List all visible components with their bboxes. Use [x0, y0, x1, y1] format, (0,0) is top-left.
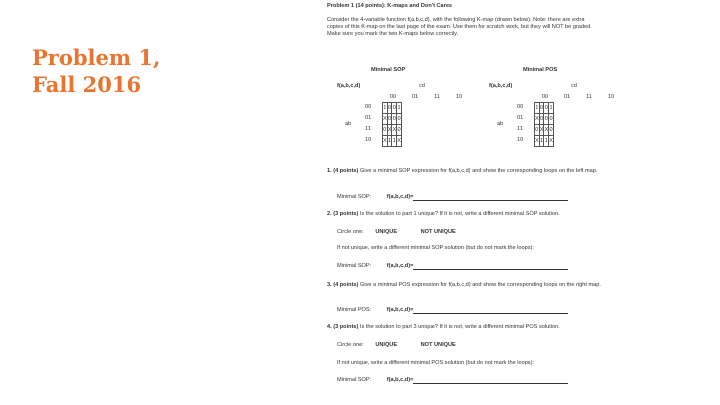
q1-number: 1. — [327, 168, 332, 174]
kmap-cell[interactable]: 0 — [544, 103, 549, 114]
q1-expr: f(a,b,c,d)= — [386, 194, 414, 200]
q2-circle-label: Circle one: — [337, 229, 364, 235]
kmap-grid — [382, 102, 402, 147]
kmap-cell[interactable]: 0 — [392, 103, 397, 114]
kmap-grid-row — [535, 136, 554, 147]
kmap-cell[interactable]: X — [387, 125, 392, 136]
problem-heading: Problem 1 (14 points): K-maps and Don't Cares — [327, 3, 453, 9]
kmap-row-header: 01 — [365, 115, 372, 121]
q4-choice-row — [337, 342, 466, 349]
problem-intro: Consider the 4-variable function f(a,b,c,d), with the following K-map (drawn below). Note: there are extra copies of this K-map on the last page of the exam. Use them for scratch work, but they will NOT be graded. Make sure you mark the two K-maps below correctly. — [327, 17, 592, 37]
kmap-cell[interactable]: X — [392, 125, 397, 136]
q3-expr: f(a,b,c,d)= — [386, 307, 414, 313]
kmap-cell[interactable]: 0 — [397, 114, 402, 125]
kmap-ab-label: ab — [345, 121, 352, 127]
kmap-cell[interactable]: 1 — [397, 103, 402, 114]
kmap-cell[interactable]: 0 — [535, 125, 540, 136]
kmap-cell[interactable]: X — [383, 136, 388, 147]
q2-not-unique-option[interactable]: NOT UNIQUE — [420, 229, 456, 235]
kmap-label-pos: Minimal POS — [523, 67, 558, 73]
kmap-cell[interactable]: 0 — [392, 114, 397, 125]
q3-points: (4 points) — [333, 282, 359, 288]
kmap-row-header: 10 — [517, 137, 524, 143]
kmap-row-header: 11 — [517, 126, 523, 132]
q4-not-unique-option[interactable]: NOT UNIQUE — [420, 342, 456, 348]
kmap-function-label: f(a,b,c,d) — [489, 83, 513, 89]
question-1 — [327, 168, 617, 175]
q3-line-label: Minimal POS: — [337, 307, 372, 313]
kmap-cell[interactable]: X — [535, 114, 540, 125]
kmap-cell[interactable]: X — [544, 125, 549, 136]
kmap-cell[interactable]: 1 — [544, 136, 549, 147]
kmap-col-header: 10 — [607, 94, 615, 100]
q4-text: Is the solution to part 3 unique? If it is not, write a different minimal POS solution. — [359, 324, 560, 330]
slide-title — [32, 44, 232, 98]
kmap-row-header: 11 — [365, 126, 371, 132]
kmap-grid-row — [535, 125, 554, 136]
kmap-grid-row — [535, 114, 554, 125]
kmap-cell[interactable]: X — [535, 136, 540, 147]
kmap-col-header: 01 — [411, 94, 419, 100]
question-4 — [327, 324, 617, 331]
q2-note: If not unique, write a different minimal SOP solution (but do not mark the loops): — [337, 245, 534, 251]
kmap-col-header: 11 — [434, 94, 440, 100]
q2-choice-row — [337, 229, 466, 236]
kmap-row-header: 01 — [517, 115, 524, 121]
kmap-grid — [534, 102, 554, 147]
kmap-cell[interactable]: 1 — [549, 103, 554, 114]
q3-text: Give a minimal POS expression for f(a,b,c,d) and show the corresponding loops on the right map. — [359, 282, 601, 288]
kmap-col-header: 01 — [563, 94, 571, 100]
kmap-col-header: 10 — [455, 94, 463, 100]
kmap-grid-row — [383, 103, 402, 114]
question-2 — [327, 211, 617, 218]
kmap-cell[interactable]: 0 — [549, 125, 554, 136]
kmap-grid-row — [383, 125, 402, 136]
kmap-cell[interactable]: 0 — [383, 125, 388, 136]
kmap-cell[interactable]: X — [397, 136, 402, 147]
kmap-cell[interactable]: 0 — [539, 103, 544, 114]
q4-expr: f(a,b,c,d)= — [386, 377, 414, 383]
question-3 — [327, 282, 617, 289]
kmap-row-header: 00 — [365, 104, 372, 110]
kmap-cell[interactable]: 1 — [392, 136, 397, 147]
q4-note: If not unique, write a different minimal POS solution (but do not mark the loops): — [337, 360, 535, 366]
q2-answer-line[interactable] — [413, 263, 568, 270]
kmap-cell[interactable]: 0 — [387, 103, 392, 114]
kmap-cell[interactable]: X — [549, 136, 554, 147]
q4-points: (3 points) — [333, 324, 359, 330]
kmap-cell[interactable]: 1 — [535, 103, 540, 114]
q4-number: 4. — [327, 324, 332, 330]
kmap-cell[interactable]: X — [539, 125, 544, 136]
q2-points: (3 points) — [333, 211, 359, 217]
kmap-row-header: 00 — [517, 104, 524, 110]
q4-line-label: Minimal SOP: — [337, 377, 372, 383]
kmap-cd-label: cd — [571, 83, 577, 89]
kmap-row-header: 10 — [365, 137, 372, 143]
kmap-function-label: f(a,b,c,d) — [337, 83, 361, 89]
kmap-cd-label: cd — [419, 83, 425, 89]
q4-answer-line[interactable] — [413, 377, 568, 384]
kmap-col-header: 00 — [541, 94, 549, 100]
kmap-col-header: 11 — [586, 94, 592, 100]
kmap-cell[interactable]: 1 — [383, 103, 388, 114]
kmap-cell[interactable]: X — [383, 114, 388, 125]
q2-answer-row — [337, 263, 568, 270]
slide-title-line2: Fall 2016 — [32, 72, 142, 97]
q3-number: 3. — [327, 282, 332, 288]
kmap-cell[interactable]: 0 — [539, 114, 544, 125]
kmap-cell[interactable]: 0 — [544, 114, 549, 125]
kmap-grid-row — [535, 103, 554, 114]
q2-text: Is the solution to part 1 unique? If it is not, write a different minimal SOP solution. — [359, 211, 560, 217]
q2-number: 2. — [327, 211, 332, 217]
q4-answer-row — [337, 377, 568, 384]
kmap-ab-label: ab — [497, 121, 504, 127]
kmap-cell[interactable]: 0 — [387, 114, 392, 125]
q1-text: Give a minimal SOP expression for f(a,b,c,d) and show the corresponding loops on the left map. — [359, 168, 598, 174]
q1-points: (4 points) — [333, 168, 359, 174]
q2-line-label: Minimal SOP: — [337, 263, 372, 269]
q2-unique-option[interactable]: UNIQUE — [375, 229, 398, 235]
q1-answer-line[interactable] — [413, 194, 568, 201]
q1-answer-row — [337, 194, 568, 201]
kmap-cell[interactable]: 0 — [549, 114, 554, 125]
q4-unique-option[interactable]: UNIQUE — [375, 342, 398, 348]
kmap-col-header: 00 — [389, 94, 397, 100]
q2-expr: f(a,b,c,d)= — [386, 263, 414, 269]
q3-answer-line[interactable] — [413, 307, 568, 314]
kmap-grid-row — [383, 136, 402, 147]
kmap-cell[interactable]: 1 — [387, 136, 392, 147]
kmap-cell[interactable]: 1 — [539, 136, 544, 147]
kmap-cell[interactable]: 0 — [397, 125, 402, 136]
q4-circle-label: Circle one: — [337, 342, 364, 348]
kmap-label-sop: Minimal SOP — [371, 67, 406, 73]
q1-line-label: Minimal SOP: — [337, 194, 372, 200]
slide-title-line1: Problem 1, — [32, 45, 161, 70]
q3-answer-row — [337, 307, 568, 314]
kmap-grid-row — [383, 114, 402, 125]
